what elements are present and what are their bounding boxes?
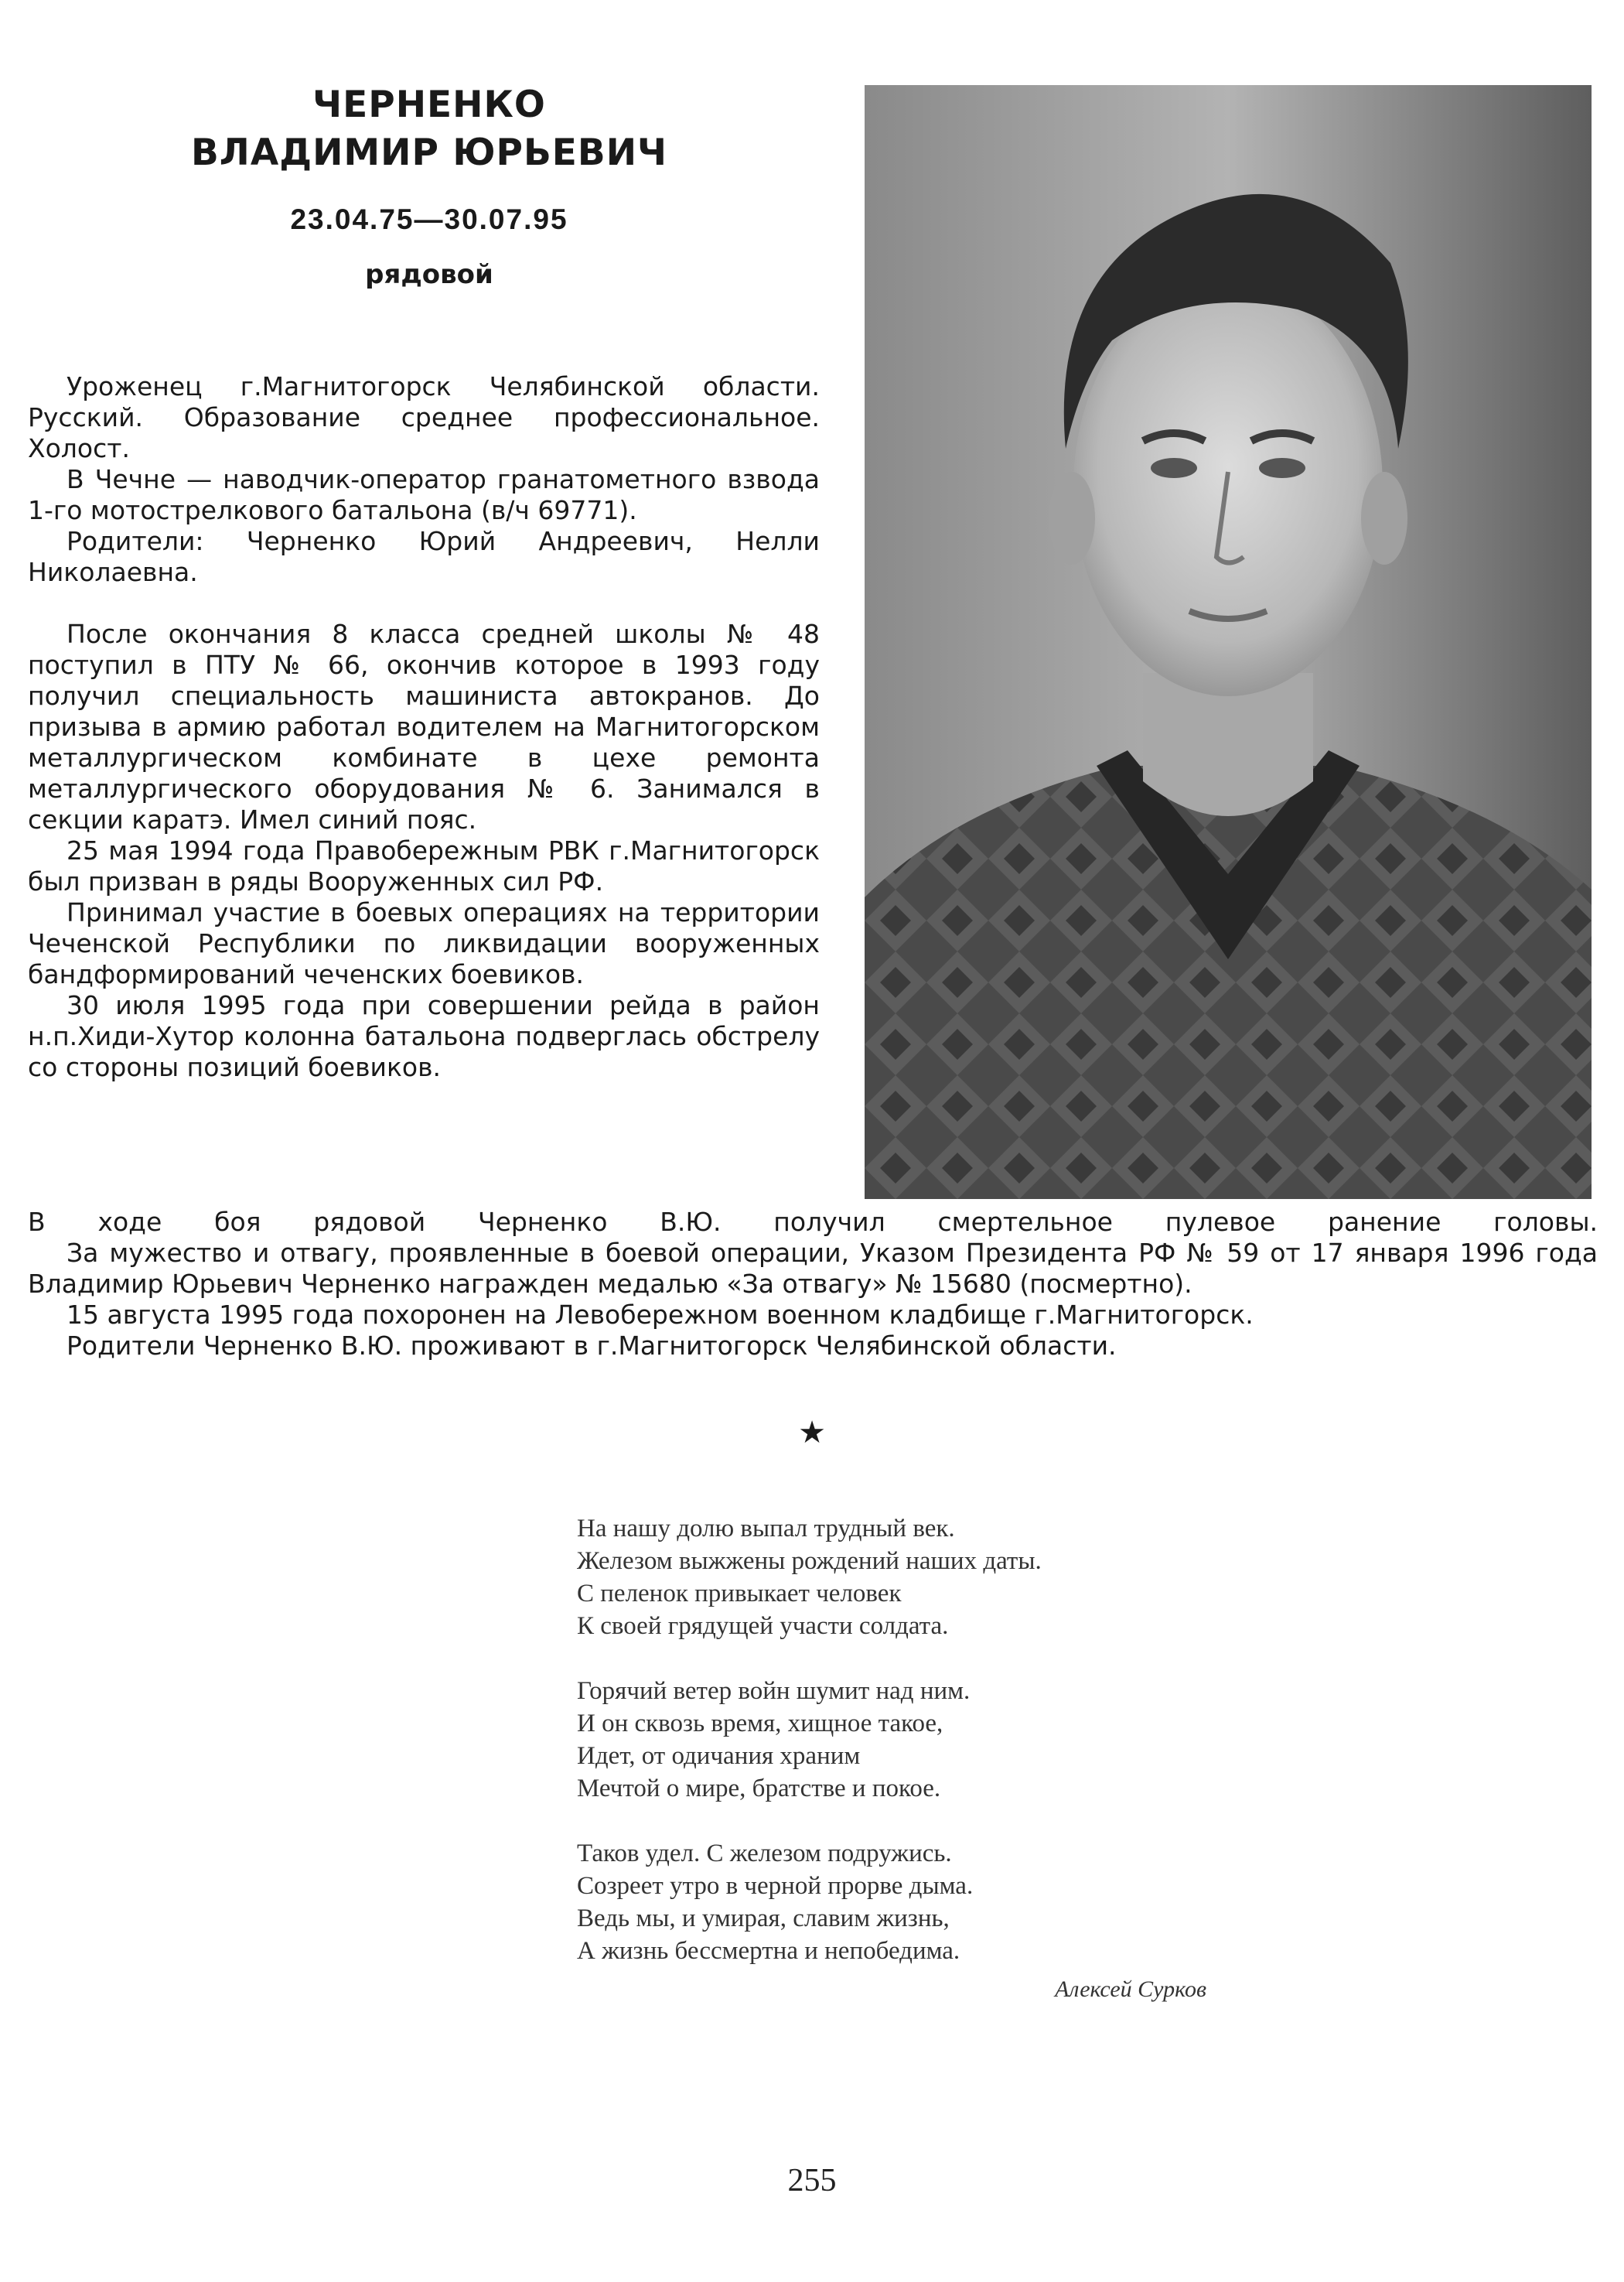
poem-line: Таков удел. С железом подружись.	[577, 1840, 952, 1867]
poem-line: Железом выжжены рождений наших даты.	[577, 1547, 1042, 1575]
military-rank: рядовой	[365, 259, 493, 290]
bio-raid: 30 июля 1995 года при совершении рейда в район н.п.Хиди-Хутор колонна батальона подверглась обстрелу со стороны позиций боевиков.	[28, 990, 820, 1082]
poem-line: И он сквозь время, хищное такое,	[577, 1710, 943, 1737]
poem	[577, 1512, 1273, 2000]
bio-origin: Уроженец г.Магнитогорск Челябинской области. Русский. Образование среднее профессиональное. Холост.	[28, 371, 820, 463]
bio-parents: Родители: Черненко Юрий Андреевич, Нелли Николаевна.	[28, 526, 820, 587]
star-icon: ★	[798, 1415, 826, 1450]
poem-stanza-3	[577, 1837, 1273, 1967]
poem-line: Созреет утро в черной прорве дыма.	[577, 1872, 974, 1900]
bio-award: За мужество и отвагу, проявленные в боевой операции, Указом Президента РФ № 59 от 17 января 1996 года Владимир Юрьевич Черненко награжден медалью «За отвагу» № 15680 (посмертно).	[28, 1238, 1598, 1299]
biography-continued	[28, 1207, 1598, 1361]
bio-death: В ходе боя рядовой Черненко В.Ю. получил смертельное пулевое ранение головы.	[28, 1207, 1598, 1237]
bio-parents-residence: Родители Черненко В.Ю. проживают в г.Магнитогорск Челябинской области.	[67, 1331, 1117, 1361]
surname: ЧЕРНЕНКО	[312, 84, 546, 126]
poem-line: А жизнь бессмертна и непобедима.	[577, 1937, 960, 1965]
life-dates: 23.04.75—30.07.95	[290, 203, 568, 235]
biography-column	[28, 371, 820, 1083]
poem-line: С пеленок привыкает человек	[577, 1580, 902, 1607]
bio-combat: Принимал участие в боевых операциях на территории Чеченской Республики по ликвидации вооруженных бандформирований чеченских боевиков.	[28, 897, 820, 989]
poem-line: На нашу долю выпал трудный век.	[577, 1515, 955, 1542]
poem-stanza-2	[577, 1675, 1273, 1805]
page-number: 255	[787, 2163, 837, 2198]
poem-line: К своей грядущей участи солдата.	[577, 1612, 949, 1640]
portrait-photo-icon	[865, 85, 1592, 1199]
bio-service-role: В Чечне — наводчик-оператор гранатометного взвода 1-го мотострелкового батальона (в/ч 69771).	[28, 464, 820, 525]
poem-stanza-1	[577, 1512, 1273, 1642]
portrait-photo	[865, 85, 1592, 1199]
bio-burial: 15 августа 1995 года похоронен на Левобережном военном кладбище г.Магнитогорск.	[67, 1300, 1254, 1330]
poem-line: Идет, от одичания храним	[577, 1742, 861, 1770]
given-names: ВЛАДИМИР ЮРЬЕВИЧ	[190, 132, 668, 174]
poem-line: Мечтой о мире, братстве и покое.	[577, 1775, 941, 1802]
poem-author: Алексей Сурков	[1055, 1976, 1206, 2002]
poem-line: Горячий ветер войн шумит над ним.	[577, 1677, 971, 1705]
poem-line: Ведь мы, и умирая, славим жизнь,	[577, 1905, 950, 1932]
bio-education: После окончания 8 класса средней школы № 48 поступил в ПТУ № 66, окончив которое в 1993 году получил специальность машиниста автокранов. До призыва в армию работал водителем на Магнитогорском металлургическом комбинате в цехе ремонта металлургического оборудования № 6. Занимался в секции каратэ. Имел синий пояс.	[28, 619, 820, 835]
bio-conscription: 25 мая 1994 года Правобережным РВК г.Магнитогорск был призван в ряды Вооруженных сил РФ.	[28, 835, 820, 897]
memorial-header	[31, 81, 827, 290]
